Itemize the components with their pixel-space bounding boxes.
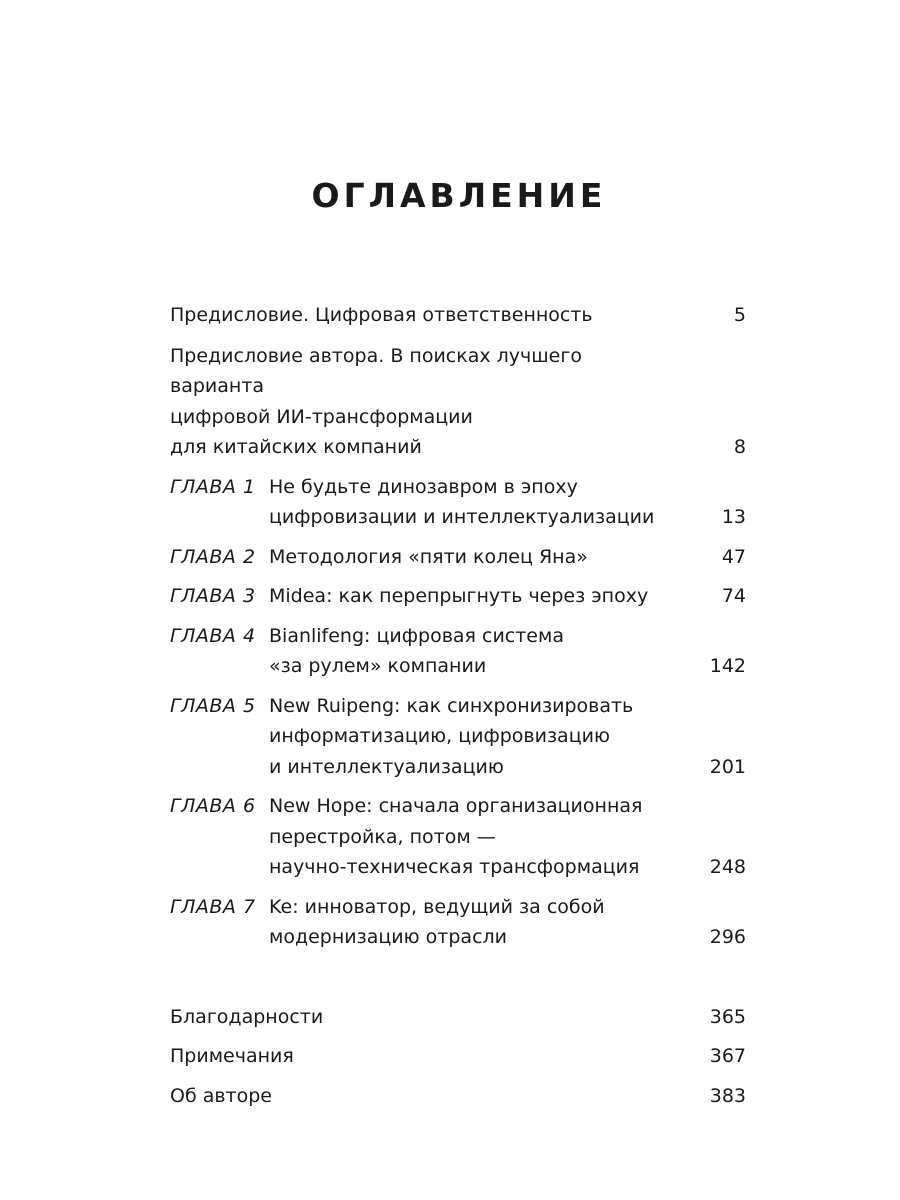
toc-page-number: 383	[709, 1084, 746, 1107]
toc-entry-chapter-4	[170, 621, 746, 682]
toc-entry-foreword	[170, 300, 746, 331]
toc-entry-title: New Ruipeng: как синхронизировать	[269, 694, 634, 717]
toc-entry-chapter-1	[170, 472, 746, 533]
toc-entry-chapter-2	[170, 542, 746, 573]
toc-page-number: 248	[709, 856, 746, 878]
toc-entry-notes	[170, 1041, 746, 1072]
toc-page-number: 74	[721, 585, 746, 607]
toc-entry-title: «за рулем» компании	[269, 655, 487, 677]
toc-page-number: 142	[709, 655, 746, 677]
toc-page-number: 47	[721, 545, 746, 568]
toc-entry-title: New Hope: сначала организационная	[269, 795, 643, 817]
toc-page-number: 365	[709, 1005, 746, 1028]
chapter-label: ГЛАВА 7	[170, 895, 256, 918]
toc-entry-title: информатизацию, цифровизацию	[269, 725, 610, 747]
toc-entry-title: научно-техническая трансформация	[269, 856, 640, 878]
toc-page-number: 13	[721, 506, 746, 528]
table-of-contents	[170, 300, 746, 1111]
toc-entry-title: и интеллектуализацию	[269, 755, 504, 778]
page-title: ОГЛАВЛЕНИЕ	[311, 176, 607, 215]
toc-entry-chapter-6	[170, 791, 746, 883]
toc-entry-acknowledgements	[170, 1002, 746, 1033]
toc-entry-title: цифровой ИИ-трансформации	[170, 405, 473, 428]
toc-entry-author-foreword	[170, 341, 746, 463]
toc-entry-title: Ke: инноватор, ведущий за собой	[269, 895, 605, 918]
toc-entry-title: для китайских компаний	[170, 436, 422, 458]
chapter-label: ГЛАВА 6	[170, 795, 256, 817]
toc-page-number: 5	[733, 304, 746, 326]
chapter-label: ГЛАВА 5	[170, 694, 256, 717]
toc-entry-chapter-7	[170, 892, 746, 953]
chapter-label: ГЛАВА 3	[170, 585, 256, 607]
toc-page-number: 201	[709, 755, 746, 778]
toc-entry-chapter-3	[170, 581, 746, 612]
toc-entry-title: перестройка, потом —	[269, 825, 496, 848]
toc-page-number: 367	[709, 1045, 746, 1067]
toc-entry-title: Bianlifeng: цифровая система	[269, 624, 564, 647]
toc-entry-chapter-5	[170, 691, 746, 783]
toc-entry-title: Не будьте динозавром в эпоху	[269, 475, 578, 498]
toc-entry-about-author	[170, 1081, 746, 1112]
toc-entry-title: Об авторе	[170, 1084, 272, 1107]
toc-entry-title: Предисловие автора. В поисках лучшего варианта	[170, 344, 582, 397]
toc-entry-title: Примечания	[170, 1045, 294, 1067]
chapter-label: ГЛАВА 1	[170, 475, 256, 498]
toc-entry-title: Midea: как перепрыгнуть через эпоху	[269, 585, 649, 607]
toc-page-number: 8	[733, 436, 746, 458]
chapter-label: ГЛАВА 2	[170, 545, 256, 568]
chapter-label: ГЛАВА 4	[170, 624, 256, 647]
toc-entry-title: Предисловие. Цифровая ответственность	[170, 304, 593, 326]
toc-entry-title: Методология «пяти колец Яна»	[269, 545, 588, 568]
toc-entry-title: цифровизации и интеллектуализации	[269, 506, 655, 528]
toc-entry-title: Благодарности	[170, 1005, 324, 1028]
toc-page-number: 296	[709, 926, 746, 948]
toc-entry-title: модернизацию отрасли	[269, 926, 508, 948]
